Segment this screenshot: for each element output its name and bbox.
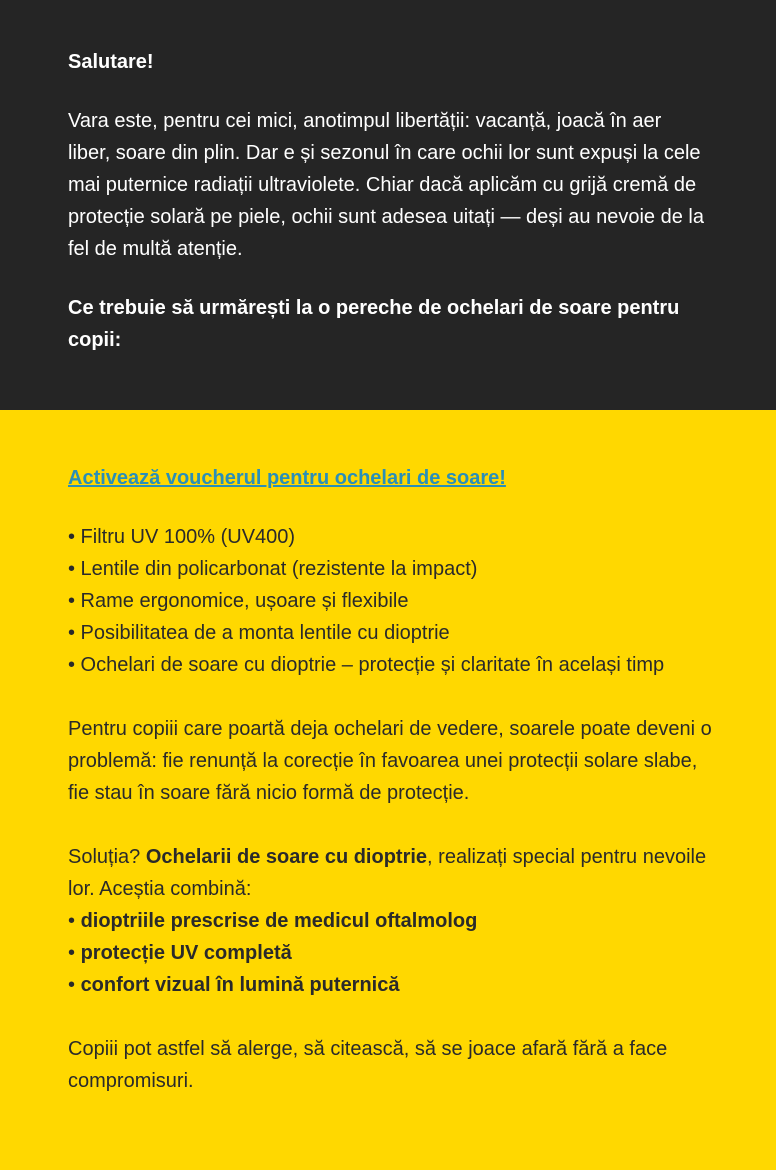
solution-suffix: , realizați special pentru nevoile lor. Aceștia combină:: [68, 846, 707, 900]
feature-item-combined: • Ochelari de soare cu dioptrie – protecție și claritate în același timp: [68, 654, 665, 676]
benefit-text: protecție UV completă: [80, 942, 292, 964]
greeting-text: Salutare!: [68, 51, 154, 73]
bullet: •: [68, 910, 81, 932]
content-section: [0, 410, 776, 1170]
benefit-item-uv: [68, 937, 716, 969]
solution-highlight: Ochelarii de soare cu dioptrie: [145, 846, 428, 868]
bullet: •: [68, 974, 81, 996]
intro-section: [0, 0, 776, 410]
benefit-item-comfort: [68, 969, 716, 1001]
feature-item-lenses: • Lentile din policarbonat (rezistente la impact): [68, 558, 478, 580]
bullet: •: [68, 942, 81, 964]
problem-paragraph: Pentru copiii care poartă deja ochelari de vedere, soarele poate deveni o problemă: fie renunță la corecție în favoarea unei protecții solare slabe, fie stau în soare fără nicio formă de protecție.: [68, 718, 712, 804]
feature-item-uv: • Filtru UV 100% (UV400): [68, 526, 296, 548]
benefits-list: [68, 905, 716, 1001]
benefit-text: dioptriile prescrise de medicul oftalmolog: [80, 910, 478, 932]
solution-prefix: Soluția?: [68, 846, 146, 868]
voucher-link[interactable]: Activează voucherul pentru ochelari de soare!: [68, 467, 506, 489]
question-heading: Ce trebuie să urmărești la o pereche de ochelari de soare pentru copii:: [68, 297, 680, 351]
benefit-text: confort vizual în lumină puternică: [80, 974, 400, 996]
benefit-item-prescription: [68, 905, 716, 937]
intro-paragraph: Vara este, pentru cei mici, anotimpul libertății: vacanță, joacă în aer liber, soare din plin. Dar e și sezonul în care ochii lor sunt expuși la cele mai puternice radiații ultraviolete. Chiar dacă aplicăm cu grijă cremă de protecție solară pe piele, ochii sunt adesea uitați — deși au nevoie de la fel de multă atenție.: [68, 110, 704, 260]
solution-paragraph: [68, 841, 716, 905]
features-list: [68, 521, 716, 681]
feature-item-prescription: • Posibilitatea de a monta lentile cu dioptrie: [68, 622, 450, 644]
closing-paragraph: Copiii pot astfel să alerge, să citească, să se joace afară fără a face compromisuri.: [68, 1038, 668, 1092]
feature-item-frames: • Rame ergonomice, ușoare și flexibile: [68, 590, 409, 612]
